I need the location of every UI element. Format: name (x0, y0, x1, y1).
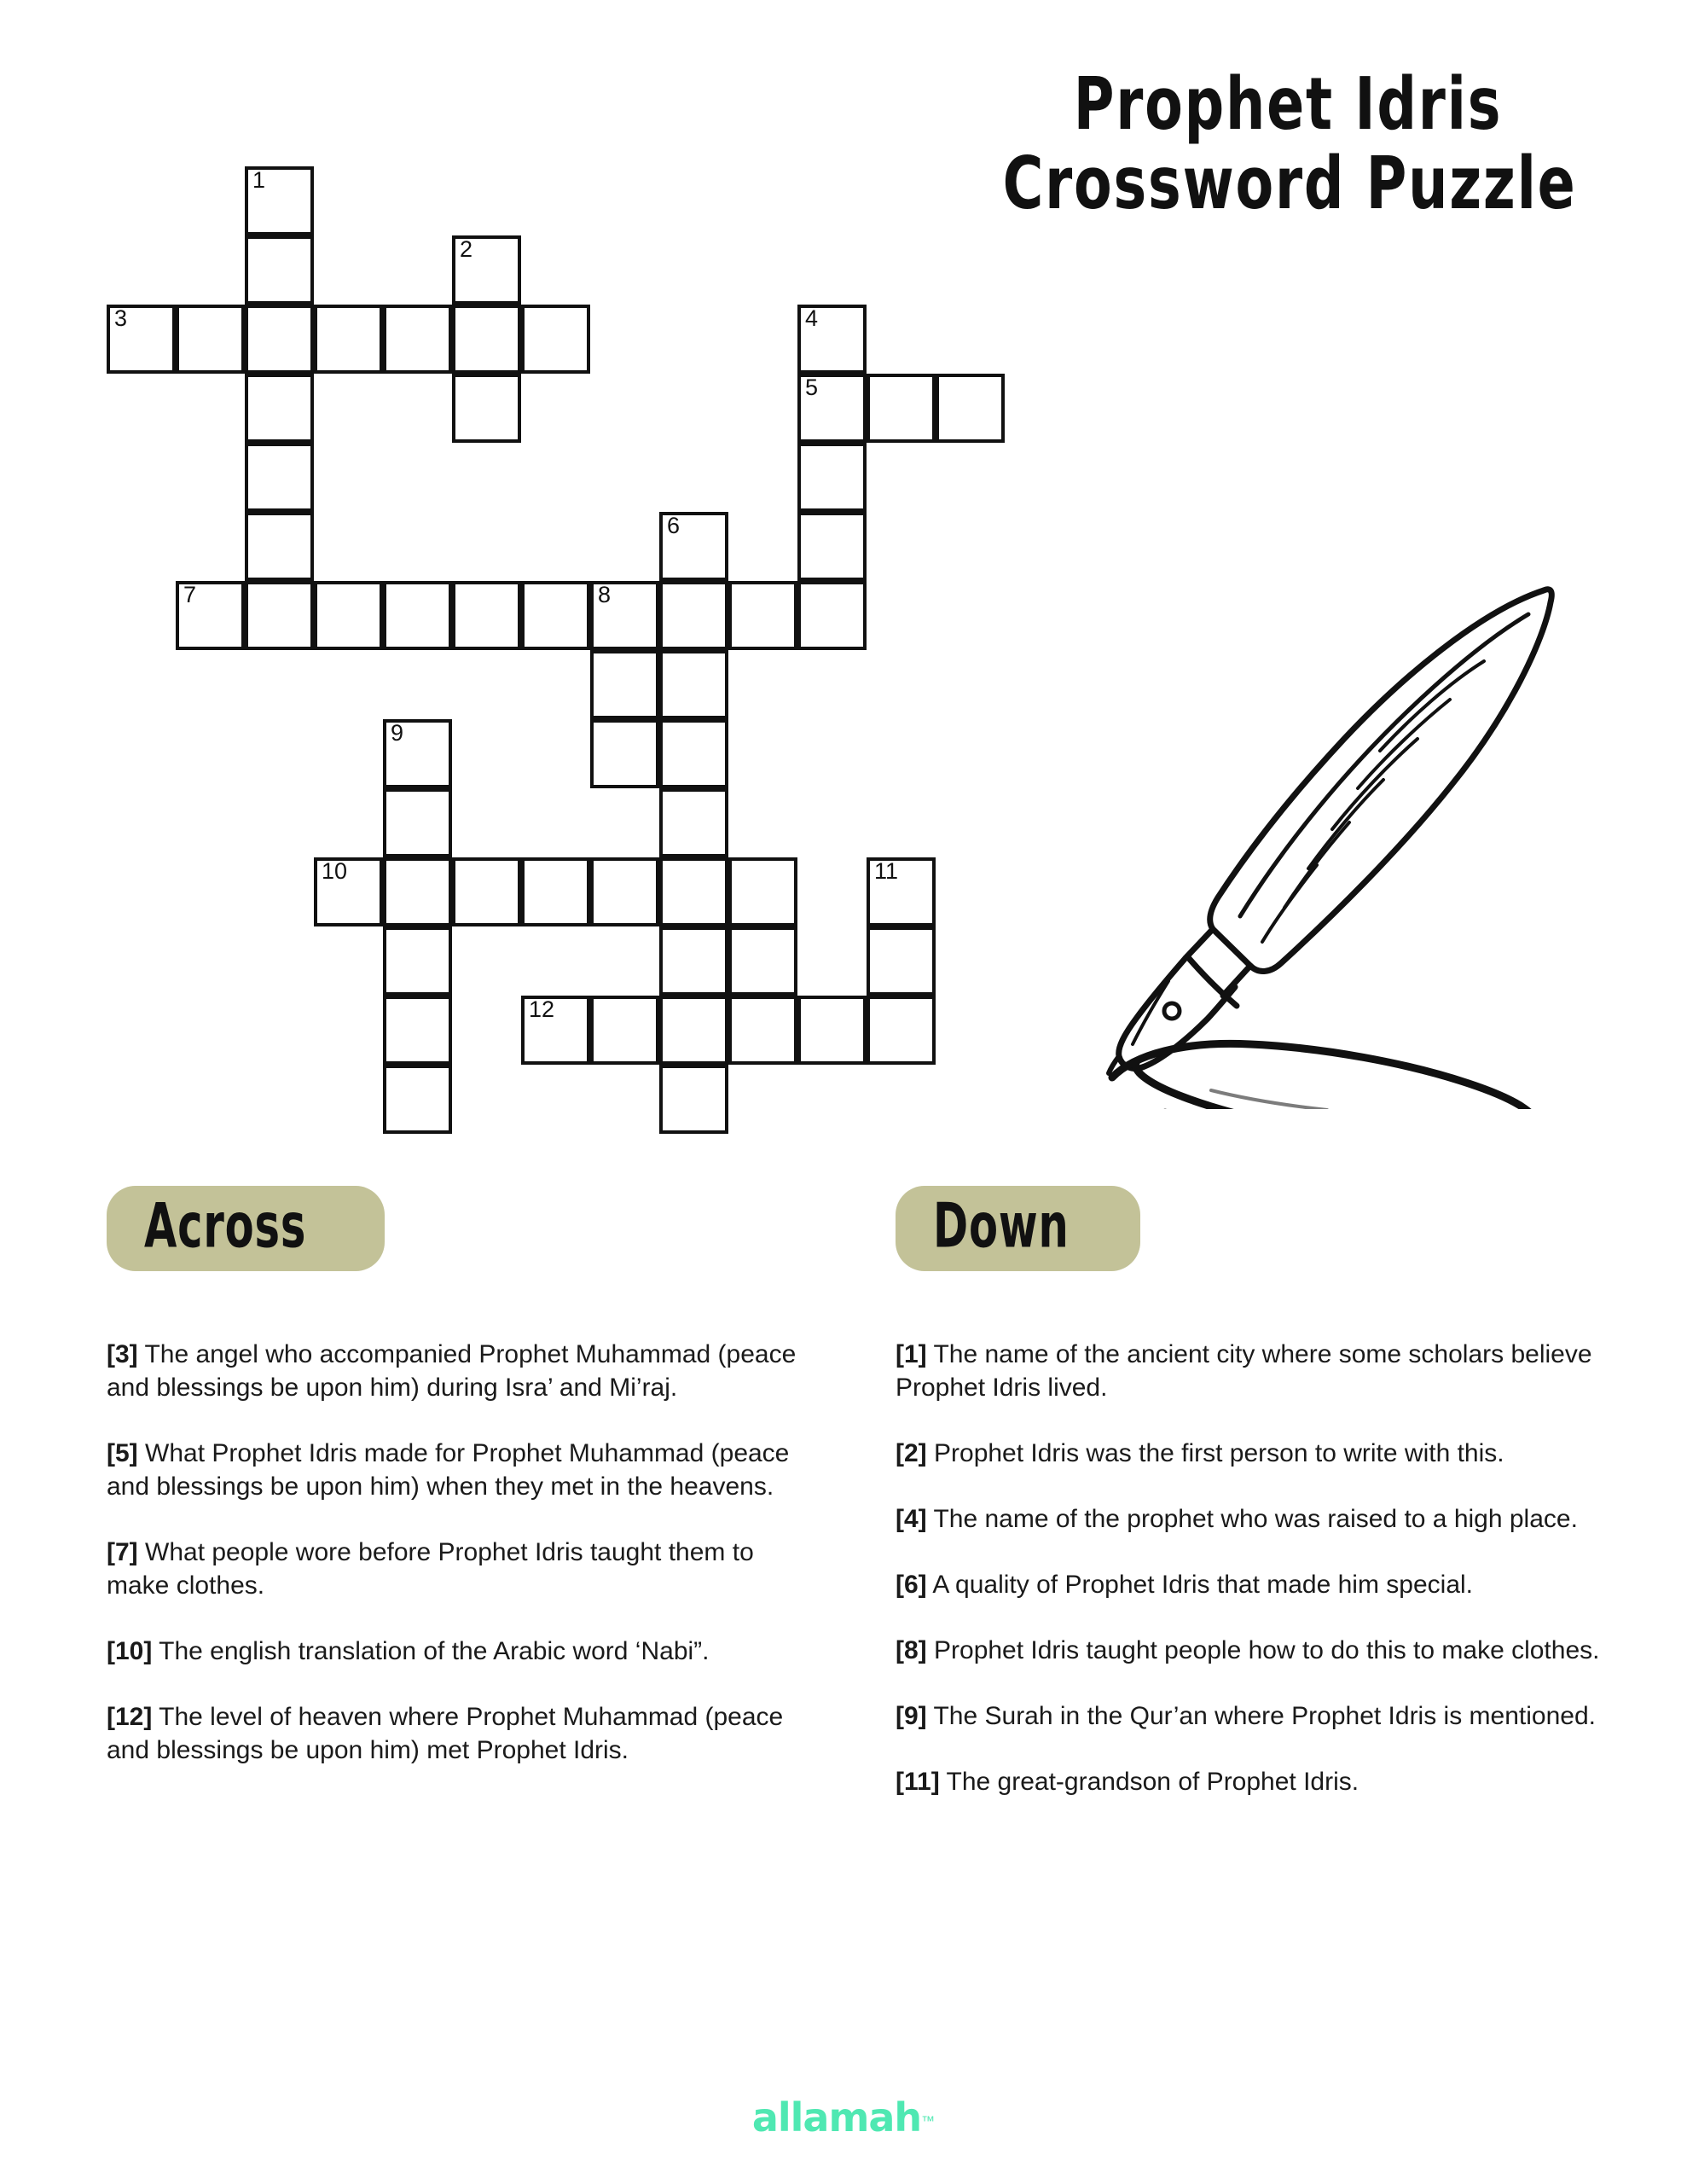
crossword-cell[interactable] (452, 374, 521, 443)
clue-text: Prophet Idris taught people how to do this to make clothes. (926, 1636, 1600, 1664)
clue-number: [4] (896, 1505, 927, 1533)
crossword-cell[interactable] (521, 857, 590, 926)
crossword-cell[interactable] (521, 581, 590, 650)
clue-number: [6] (896, 1571, 927, 1599)
across-clue-3 (107, 1338, 823, 1404)
crossword-cell[interactable] (452, 235, 521, 305)
crossword-cell[interactable] (383, 1065, 452, 1134)
across-clue-12 (107, 1700, 823, 1767)
crossword-cell[interactable] (728, 857, 797, 926)
crossword-cell[interactable] (867, 374, 936, 443)
crossword-cell[interactable] (659, 581, 728, 650)
crossword-cell[interactable] (728, 996, 797, 1065)
across-clue-list (107, 1338, 823, 1767)
crossword-cell[interactable] (245, 166, 314, 235)
across-clues-section (107, 1186, 823, 1799)
across-heading-label: Across (144, 1189, 307, 1262)
crossword-cell[interactable] (867, 926, 936, 996)
crossword-cell[interactable] (590, 650, 659, 719)
cell-number-7: 7 (183, 582, 197, 607)
trademark-symbol: ™ (921, 2114, 936, 2129)
crossword-cell[interactable] (452, 305, 521, 374)
crossword-cell[interactable] (245, 581, 314, 650)
cell-number-4: 4 (805, 305, 819, 331)
clue-text: The english translation of the Arabic word ‘Nabi”. (152, 1637, 710, 1665)
crossword-cell[interactable] (659, 788, 728, 857)
clue-text: The name of the ancient city where some scholars believe Prophet Idris lived. (896, 1340, 1592, 1402)
clue-text: Prophet Idris was the first person to write with this. (926, 1439, 1504, 1467)
clue-text: A quality of Prophet Idris that made him special. (926, 1571, 1474, 1599)
clue-text: What Prophet Idris made for Prophet Muhammad (peace and blessings be upon him) when they met in the heavens. (107, 1439, 790, 1501)
crossword-cell[interactable] (797, 512, 867, 581)
crossword-cell[interactable] (797, 581, 867, 650)
page-title-line-1: Prophet Idris (1073, 62, 1503, 147)
crossword-cell[interactable] (383, 996, 452, 1065)
crossword-cell[interactable] (383, 581, 452, 650)
clue-text: The name of the prophet who was raised to a high place. (926, 1505, 1578, 1533)
brand-logo (0, 2094, 1687, 2140)
crossword-cell[interactable] (107, 305, 176, 374)
down-heading-chip (896, 1186, 1140, 1271)
across-clue-5 (107, 1437, 823, 1503)
brand-logo-text: allamah (751, 2094, 922, 2140)
down-clue-8 (896, 1634, 1612, 1667)
crossword-cell[interactable] (659, 857, 728, 926)
crossword-cell[interactable] (383, 719, 452, 788)
clue-number: [5] (107, 1439, 138, 1467)
down-clue-1 (896, 1338, 1612, 1404)
crossword-cell[interactable] (797, 305, 867, 374)
crossword-cell[interactable] (590, 857, 659, 926)
cell-number-8: 8 (598, 582, 612, 607)
crossword-cell[interactable] (521, 996, 590, 1065)
crossword-cell[interactable] (452, 581, 521, 650)
cell-number-5: 5 (805, 375, 819, 400)
cell-number-1: 1 (252, 167, 266, 193)
crossword-cell[interactable] (245, 305, 314, 374)
across-clue-7 (107, 1536, 823, 1602)
crossword-cell[interactable] (383, 926, 452, 996)
down-clue-6 (896, 1568, 1612, 1601)
crossword-cell[interactable] (314, 581, 383, 650)
crossword-cell[interactable] (659, 996, 728, 1065)
crossword-cell[interactable] (245, 512, 314, 581)
clue-text: The angel who accompanied Prophet Muhammad (peace and blessings be upon him) during Isra’ and Mi’raj. (107, 1340, 797, 1402)
crossword-cell[interactable] (797, 996, 867, 1065)
clue-number: [7] (107, 1538, 138, 1566)
clue-number: [9] (896, 1702, 927, 1730)
crossword-cell[interactable] (659, 650, 728, 719)
clue-number: [3] (107, 1340, 138, 1368)
clue-number: [10] (107, 1637, 153, 1665)
clue-text: What people wore before Prophet Idris taught them to make clothes. (107, 1538, 754, 1600)
clue-text: The Surah in the Qur’an where Prophet Idris is mentioned. (926, 1702, 1596, 1730)
cell-number-9: 9 (391, 720, 404, 746)
across-clue-10 (107, 1635, 823, 1668)
crossword-cell[interactable] (176, 581, 245, 650)
crossword-cell[interactable] (383, 305, 452, 374)
clue-number: [8] (896, 1636, 927, 1664)
quill-pen-illustration (1083, 580, 1595, 1109)
down-clue-11 (896, 1765, 1612, 1798)
cell-number-10: 10 (322, 858, 348, 884)
crossword-cell[interactable] (383, 788, 452, 857)
down-clues-section (896, 1186, 1612, 1831)
cell-number-3: 3 (114, 305, 128, 331)
down-clue-4 (896, 1502, 1612, 1536)
cell-number-2: 2 (460, 236, 473, 262)
down-clue-9 (896, 1699, 1612, 1733)
crossword-cell[interactable] (314, 857, 383, 926)
crossword-cell[interactable] (867, 857, 936, 926)
cell-number-6: 6 (667, 513, 681, 538)
cell-number-12: 12 (529, 996, 555, 1022)
crossword-cell[interactable] (245, 443, 314, 512)
down-clue-2 (896, 1437, 1612, 1470)
crossword-cell[interactable] (245, 374, 314, 443)
crossword-cell[interactable] (590, 996, 659, 1065)
clue-number: [12] (107, 1703, 153, 1731)
crossword-cell[interactable] (659, 512, 728, 581)
crossword-cell[interactable] (590, 719, 659, 788)
cell-number-11: 11 (874, 858, 899, 884)
crossword-cell[interactable] (176, 305, 245, 374)
crossword-cell[interactable] (728, 581, 797, 650)
crossword-cell[interactable] (659, 719, 728, 788)
crossword-cell[interactable] (314, 305, 383, 374)
crossword-cell[interactable] (521, 305, 590, 374)
crossword-cell[interactable] (590, 581, 659, 650)
crossword-cell[interactable] (797, 443, 867, 512)
crossword-cell[interactable] (659, 1065, 728, 1134)
clue-text: The great-grandson of Prophet Idris. (939, 1768, 1359, 1796)
clue-number: [11] (896, 1768, 940, 1796)
crossword-cell[interactable] (936, 374, 1005, 443)
crossword-cell[interactable] (245, 235, 314, 305)
clue-number: [1] (896, 1340, 927, 1368)
crossword-cell[interactable] (659, 926, 728, 996)
clue-number: [2] (896, 1439, 927, 1467)
crossword-cell[interactable] (728, 926, 797, 996)
crossword-cell[interactable] (452, 857, 521, 926)
crossword-cell[interactable] (383, 857, 452, 926)
across-heading-chip (107, 1186, 385, 1271)
down-heading-label: Down (933, 1189, 1070, 1262)
crossword-grid[interactable] (107, 166, 1113, 1122)
crossword-cell[interactable] (797, 374, 867, 443)
page-title-line-2: Crossword Puzzle (1002, 141, 1577, 225)
clue-text: The level of heaven where Prophet Muhammad (peace and blessings be upon him) met Prophet Idris. (107, 1703, 784, 1764)
down-clue-list (896, 1338, 1612, 1798)
crossword-cell[interactable] (867, 996, 936, 1065)
